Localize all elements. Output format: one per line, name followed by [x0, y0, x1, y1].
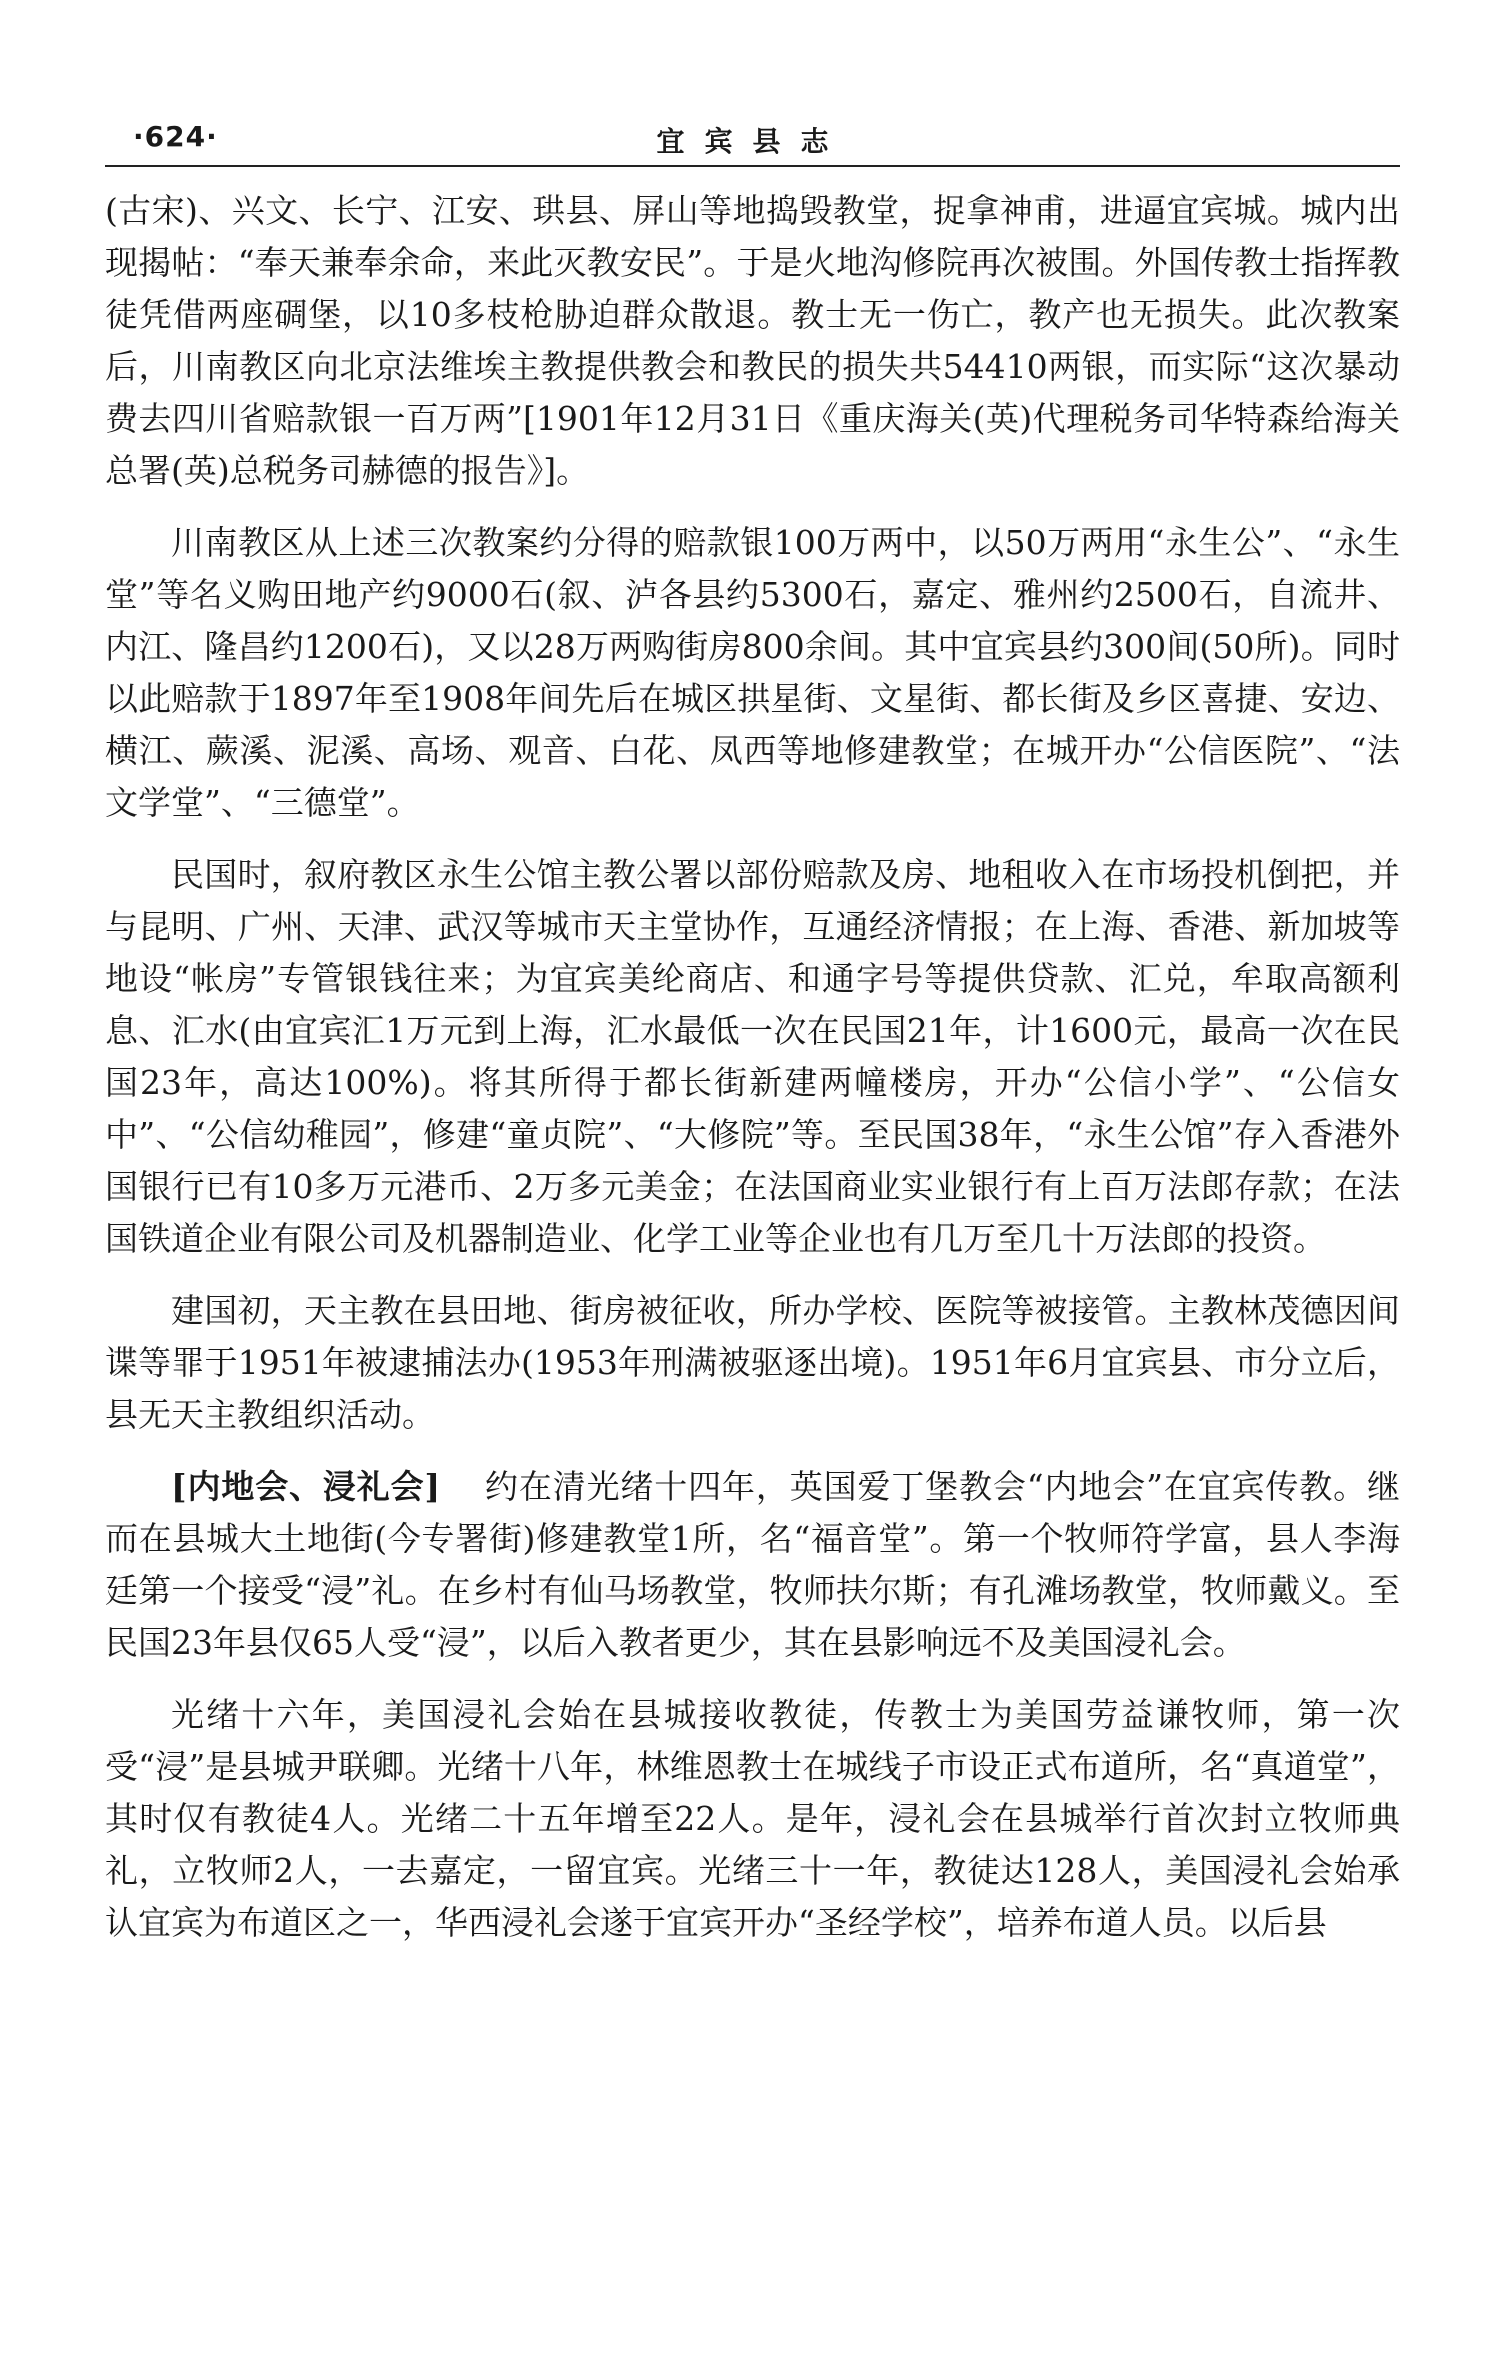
paragraph-text: 民国时，叙府教区永生公馆主教公署以部份赔款及房、地租收入在市场投机倒把，并与昆明、广州、天津、武汉等城市天主堂协作，互通经济情报；在上海、香港、新加坡等地设“帐房”专管银钱往来；为宜宾美纶商店、和通字号等提供贷款、汇兑，牟取高额利息、汇水(由宜宾汇1万元到上海，汇水最低一次在民国21年，计1600元，最高一次在民国23年，高达100%)。将其所得于都长街新建两幢楼房，开办“公信小学”、“公信女中”、“公信幼稚园”，修建“童贞院”、“大修院”等。至民国38年，“永生公馆”存入香港外国银行已有10多万元港币、2万多元美金；在法国商业实业银行有上百万法郎存款；在法国铁道企业有限公司及机器制造业、化学工业等企业也有几万至几十万法郎的投资。	[105, 855, 1400, 1258]
paragraph	[105, 185, 1400, 497]
paragraph	[105, 1285, 1400, 1441]
paragraph	[105, 1689, 1400, 1949]
book-page	[105, 0, 1400, 2361]
paragraph	[105, 1461, 1400, 1669]
paragraph-text: (古宋)、兴文、长宁、江安、珙县、屏山等地捣毁教堂，捉拿神甫，进逼宜宾城。城内出现揭帖：“奉天兼奉余命，来此灭教安民”。于是火地沟修院再次被围。外国传教士指挥教徒凭借两座碉堡，以10多枝枪胁迫群众散退。教士无一伤亡，教产也无损失。此次教案后，川南教区向北京法维埃主教提供教会和教民的损失共54410两银，而实际“这次暴动费去四川省赔款银一百万两”[1901年12月31日《重庆海关(英)代理税务司华特森给海关总署(英)总税务司赫德的报告》]。	[105, 191, 1400, 490]
body-text	[105, 185, 1400, 1969]
paragraph-text: 川南教区从上述三次教案约分得的赔款银100万两中，以50万两用“永生公”、“永生堂”等名义购田地产约9000石(叙、泸各县约5300石，嘉定、雅州约2500石，自流井、内江、隆昌约1200石)，又以28万两购街房800余间。其中宜宾县约300间(50所)。同时以此赔款于1897年至1908年间先后在城区拱星街、文星街、都长街及乡区喜捷、安边、横江、蕨溪、泥溪、高场、观音、白花、凤西等地修建教堂；在城开办“公信医院”、“法文学堂”、“三德堂”。	[105, 523, 1400, 822]
paragraph	[105, 849, 1400, 1265]
page-number: ·624·	[133, 120, 218, 153]
paragraph-text: 建国初，天主教在县田地、街房被征收，所办学校、医院等被接管。主教林茂德因间谍等罪于1951年被逮捕法办(1953年刑满被驱逐出境)。1951年6月宜宾县、市分立后，县无天主教组织活动。	[105, 1291, 1400, 1434]
paragraph-text: 约在清光绪十四年，英国爱丁堡教会“内地会”在宜宾传教。继而在县城大土地街(今专署街)修建教堂1所，名“福音堂”。第一个牧师符学富，县人李海廷第一个接受“浸”礼。在乡村有仙马场教堂，牧师扶尔斯；有孔滩场教堂，牧师戴义。至民国23年县仅65人受“浸”，以后入教者更少，其在县影响远不及美国浸礼会。	[105, 1467, 1400, 1662]
section-heading: [内地会、浸礼会]	[171, 1467, 441, 1506]
running-title: 宜宾县志	[656, 125, 849, 158]
header-rule	[105, 165, 1400, 167]
page-header	[105, 108, 1400, 168]
paragraph	[105, 517, 1400, 829]
paragraph-text: 光绪十六年，美国浸礼会始在县城接收教徒，传教士为美国劳益谦牧师，第一次受“浸”是县城尹联卿。光绪十八年，林维恩教士在城线子市设正式布道所，名“真道堂”，其时仅有教徒4人。光绪二十五年增至22人。是年，浸礼会在县城举行首次封立牧师典礼，立牧师2人，一去嘉定，一留宜宾。光绪三十一年，教徒达128人，美国浸礼会始承认宜宾为布道区之一，华西浸礼会遂于宜宾开办“圣经学校”，培养布道人员。以后县	[105, 1695, 1400, 1942]
